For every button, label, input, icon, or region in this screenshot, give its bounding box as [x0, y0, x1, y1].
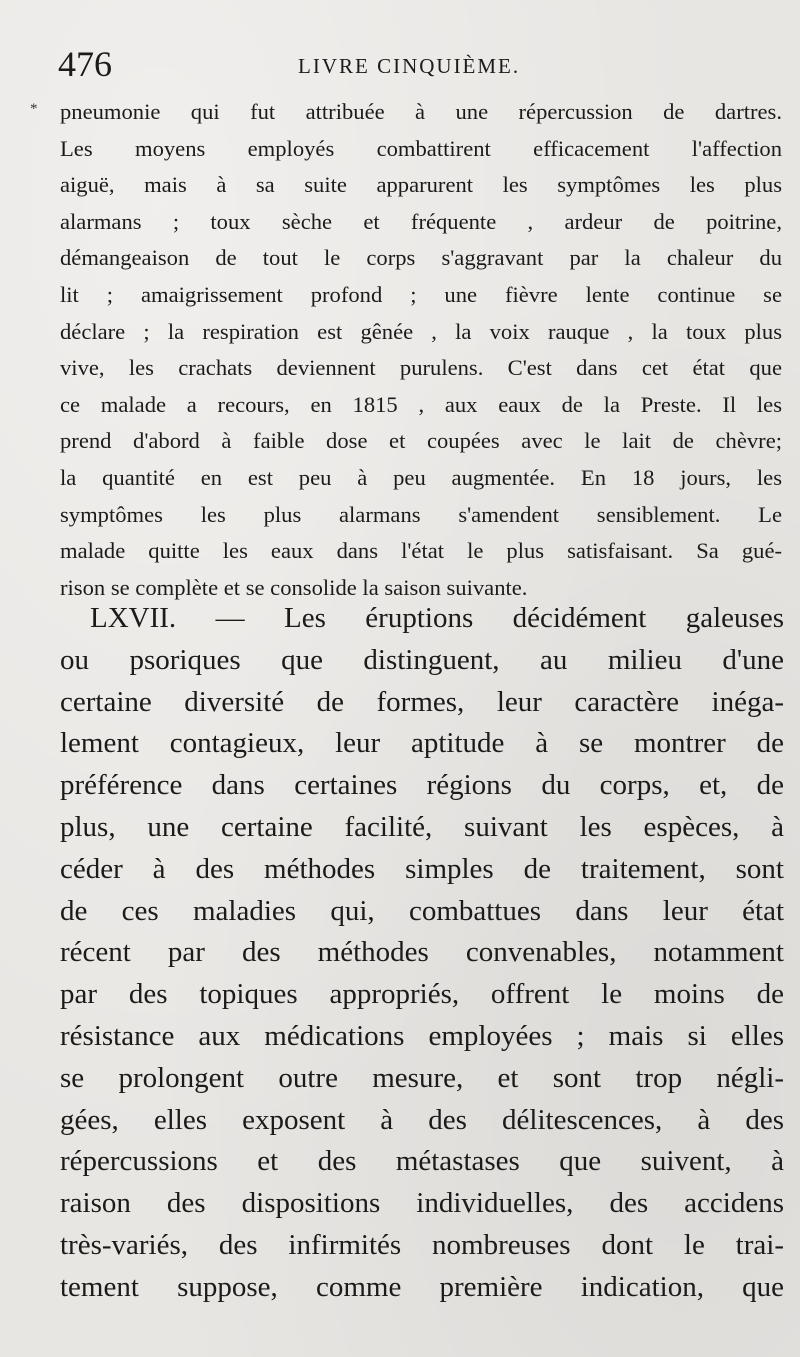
page-header — [58, 42, 758, 86]
text-line: gées, elles exposent à des délitescences, à des — [60, 1103, 784, 1136]
text-line: répercussions et des métastases que suivent, à — [60, 1145, 784, 1178]
text-line: tement suppose, comme première indication, que — [60, 1270, 784, 1303]
text-line: résistance aux médications employées ; mais si elles — [60, 1019, 784, 1052]
text-line: lement contagieux, leur aptitude à se montrer de — [60, 727, 784, 760]
text-line: ce malade a recours, en 1815 , aux eaux de la Preste. Il les — [60, 391, 782, 417]
case-report-paragraph — [60, 94, 782, 606]
text-line: pneumonie qui fut attribuée à une répercussion de dartres. — [60, 99, 782, 124]
text-line: Les moyens employés combattirent efficacement l'affection — [60, 135, 782, 161]
text-line: raison des dispositions individuelles, des accidens — [60, 1187, 784, 1220]
text-line: ou psoriques que distinguent, au milieu d'une — [60, 643, 784, 676]
text-line: LXVII. — Les éruptions décidément galeuses — [90, 602, 784, 634]
text-line: prend d'abord à faible dose et coupées avec le lait de chèvre; — [60, 428, 782, 454]
section-lxvii-paragraph — [60, 598, 784, 1309]
text-line: alarmans ; toux sèche et fréquente , ardeur de poitrine, — [60, 208, 782, 234]
text-line: déclare ; la respiration est gênée , la voix rauque , la toux plus — [60, 318, 782, 344]
text-line: se prolongent outre mesure, et sont trop négli- — [60, 1061, 784, 1094]
text-line: par des topiques appropriés, offrent le moins de — [60, 978, 784, 1011]
text-line: vive, les crachats deviennent purulens. C'est dans cet état que — [60, 355, 782, 381]
text-line: préférence dans certaines régions du corps, et, de — [60, 769, 784, 802]
text-line: symptômes les plus alarmans s'amendent sensiblement. Le — [60, 501, 782, 527]
text-line: certaine diversité de formes, leur caractère inéga- — [60, 685, 784, 718]
text-line: plus, une certaine facilité, suivant les espèces, à — [60, 810, 784, 843]
page-number: 476 — [58, 44, 112, 84]
text-line: démangeaison de tout le corps s'aggravant par la chaleur du — [60, 245, 782, 271]
text-line: rison se complète et se consolide la saison suivante. — [60, 574, 528, 600]
text-line: lit ; amaigrissement profond ; une fièvre lente continue se — [60, 281, 782, 307]
margin-asterisk: * — [30, 101, 38, 117]
running-head: LIVRE CINQUIÈME. — [298, 54, 521, 78]
text-line: céder à des méthodes simples de traitement, sont — [60, 852, 784, 885]
text-line: aiguë, mais à sa suite apparurent les symptômes les plus — [60, 172, 782, 198]
text-line: malade quitte les eaux dans l'état le plus satisfaisant. Sa gué- — [60, 538, 782, 564]
text-line: de ces maladies qui, combattues dans leur état — [60, 894, 784, 927]
text-line: récent par des méthodes convenables, notamment — [60, 936, 784, 969]
text-line: la quantité en est peu à peu augmentée. En 18 jours, les — [60, 464, 782, 490]
text-line: très-variés, des infirmités nombreuses dont le trai- — [60, 1228, 784, 1261]
